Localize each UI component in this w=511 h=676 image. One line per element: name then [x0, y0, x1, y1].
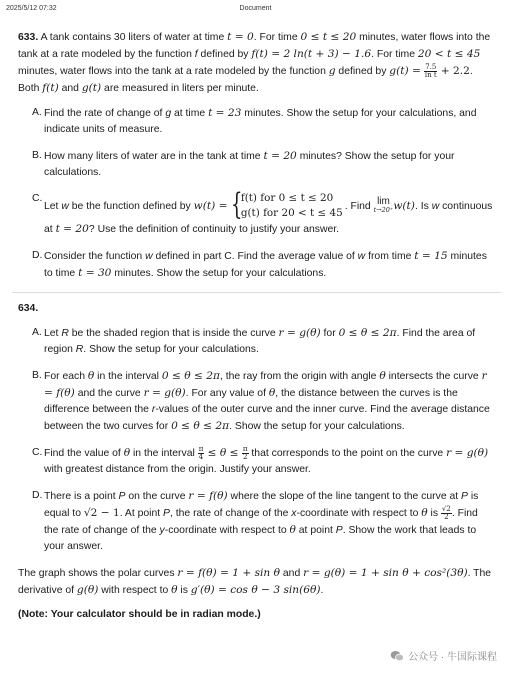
problem-633-intro: 633. A tank contains 30 liters of water at time t = 0. For time 0 ≤ t ≤ 20 minutes, water flows into the tank at a rate modeled by the function f defined by f(t) = 2 ln(t + 3) − 1.6. For time 20 < t ≤ 45 minutes, water flows into the tank at a rate modeled by the function g defined by g(t) = $\frac{7.5}{\text{ln t}}$ + 2.2. Both f(t) and g(t) are measured in liters per minute. [18, 31, 491, 94]
piecewise-function: { f(t) for 0 ≤ t ≤ 20 g(t) for 20 < t ≤ 45 [230, 187, 343, 222]
fraction: $\frac{√2}{2}$ [441, 504, 451, 521]
problem-634-closing: The graph shows the polar curves r = f(θ) = 1 + sin θ and r = g(θ) = 1 + sin θ + cos²(3θ). The derivative of g(θ) with respect to θ is g′(θ) = cos θ − 3 sin(6θ). [18, 567, 492, 596]
timestamp: 2025/5/12 07:32 [6, 5, 57, 12]
part-633-b: B. How many liters of water are in the tank at time t = 20 minutes? Show the setup for your calculations. [32, 150, 455, 178]
part-634-d: D. There is a point P on the curve r = f(θ) where the slope of the line tangent to the curve at P is equal to √2 − 1. At point P, the rate of change of the x-coordinate with respect to θ is $\frac{√2}{2}$ . Find the rate of change of the y-coordinate with respect to θ at point P. Show the work that leads to your answer. [32, 490, 479, 552]
problem-number: 633. [18, 32, 39, 43]
limit-expression: lim t→20⁺ [373, 196, 394, 214]
problem-634-number: 634. [18, 303, 39, 314]
document-body [18, 29, 495, 623]
section-divider [12, 292, 501, 293]
document-header [0, 0, 511, 20]
fraction: $\frac{\pi}{4}$ [198, 444, 204, 461]
part-633-d: D. Consider the function w defined in part C. Find the average value of w from time t = 15 minutes to time t = 30 minutes. Show the setup for your calculations. [32, 250, 487, 279]
document-title: Document [239, 5, 272, 12]
part-633-c: C. Let w be the function defined by w(t) = { f(t) for 0 ≤ t ≤ 20 g(t) for 20 < t ≤ 45 . Find lim t→20⁺ w(t). Is w continuous at t = 20? Use the definition of continuity to justify your answer. [32, 187, 493, 235]
problem-633-parts [32, 105, 495, 282]
fraction: $\frac{7.5}{\text{ln t}}$ [424, 62, 437, 79]
part-634-a: A. Let R be the shaded region that is inside the curve r = g(θ) for 0 ≤ θ ≤ 2π. Find the area of region R. Show the setup for your calculations. [32, 327, 476, 355]
calculator-note: (Note: Your calculator should be in radian mode.) [18, 609, 261, 620]
part-634-b: B. For each θ in the interval 0 ≤ θ ≤ 2π, the ray from the origin with angle θ intersects the curve r = f(θ) and the curve r = g(θ). For any value of θ, the distance between the curves is the difference between the r-values of the outer curve and the inner curve. Find the average distance between the two curves for 0 ≤ θ ≤ 2π. Show the setup for your calculations. [32, 370, 490, 432]
part-633-a: A. Find the rate of change of g at time t = 23 minutes. Show the setup for your calculations, and indicate units of measure. [32, 107, 477, 135]
problem-634-parts [32, 325, 495, 555]
wechat-icon [390, 650, 404, 662]
left-brace-icon: { [230, 187, 243, 222]
fraction: $\frac{\pi}{2}$ [242, 444, 248, 461]
part-634-c: C. Find the value of θ in the interval $\frac{\pi}{4}$ ≤ θ ≤ $\frac{\pi}{2}$ that corresponds to the point on the curve r = g(θ) with greatest distance from the origin. Justify your answer. [32, 444, 489, 475]
watermark: 公众号 · 牛国际课程 [390, 648, 497, 663]
